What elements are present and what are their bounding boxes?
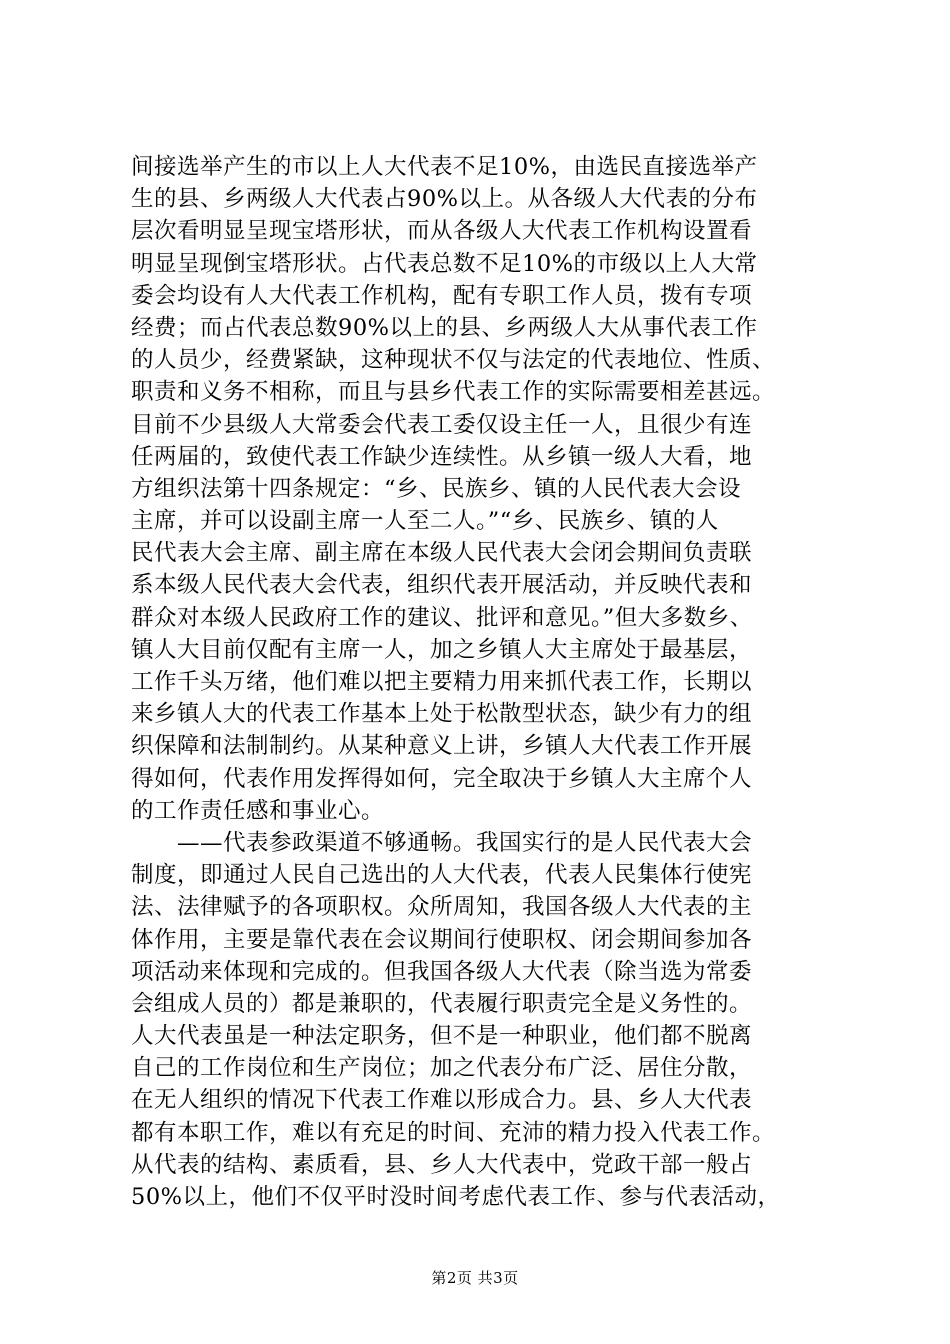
- text-line: 得如何，代表作用发挥得如何，完全取决于乡镇人大主席个人: [131, 765, 753, 792]
- body-text: [131, 151, 821, 1213]
- text-line: 系本级人民代表大会代表，组织代表开展活动，并反映代表和: [131, 572, 753, 599]
- text-line: 从代表的结构、素质看，县、乡人大代表中，党政干部一般占: [131, 1151, 753, 1178]
- text-line: 职责和义务不相称，而且与县乡代表工作的实际需要相差甚远。: [131, 379, 776, 406]
- text-line: 经费；而占代表总数90%以上的县、乡两级人大从事代表工作: [131, 314, 758, 341]
- text-line: 委会均设有人大代表工作机构，配有专职工作人员，拨有专项: [131, 282, 753, 309]
- text-line: 间接选举产生的市以上人大代表不足10%，由选民直接选举产: [131, 154, 758, 180]
- text-line: 体作用，主要是靠代表在会议期间行使职权、闭会期间参加各: [131, 926, 753, 953]
- text-line: 法、法律赋予的各项职权。众所周知，我国各级人大代表的主: [131, 894, 753, 921]
- text-line: 群众对本级人民政府工作的建议、批评和意见。”但大多数乡、: [131, 604, 753, 631]
- text-line: 来乡镇人大的代表工作基本上处于松散型状态，缺少有力的组: [131, 701, 753, 728]
- text-line: 项活动来体现和完成的。但我国各级人大代表（除当选为常委: [131, 958, 753, 985]
- text-line: 在无人组织的情况下代表工作难以形成合力。县、乡人大代表: [131, 1087, 753, 1114]
- text-line: 人大代表虽是一种法定职务，但不是一种职业，他们都不脱离: [131, 1023, 753, 1050]
- text-line: 50%以上，他们不仅平时没时间考虑代表工作、参与代表活动，: [131, 1184, 781, 1210]
- text-line: 的人员少，经费紧缺，这种现状不仅与法定的代表地位、性质、: [131, 347, 776, 374]
- text-line: 的工作责任感和事业心。: [131, 797, 385, 824]
- text-line: 方组织法第十四条规定：“乡、民族乡、镇的人民代表大会设: [131, 475, 742, 502]
- text-line: 生的县、乡两级人大代表占90%以上。从各级人大代表的分布: [131, 186, 758, 213]
- text-line: 任两届的，致使代表工作缺少连续性。从乡镇一级人大看，地: [131, 443, 753, 470]
- text-line: 民代表大会主席、副主席在本级人民代表大会闭会期间负责联: [131, 540, 753, 567]
- text-line: ——代表参政渠道不够通畅。我国实行的是人民代表大会: [131, 829, 753, 856]
- text-line: 织保障和法制制约。从某种意义上讲，乡镇人大代表工作开展: [131, 733, 753, 760]
- text-line: 镇人大目前仅配有主席一人，加之乡镇人大主席处于最基层，: [131, 636, 753, 663]
- text-line: 目前不少县级人大常委会代表工委仅设主任一人，且很少有连: [131, 411, 753, 438]
- text-line: 自己的工作岗位和生产岗位；加之代表分布广泛、居住分散，: [131, 1055, 753, 1082]
- text-line: 明显呈现倒宝塔形状。占代表总数不足10%的市级以上人大常: [131, 250, 758, 277]
- text-line: 都有本职工作，难以有充足的时间、充沛的精力投入代表工作。: [131, 1119, 776, 1146]
- text-line: 层次看明显呈现宝塔形状，而从各级人大代表工作机构设置看: [131, 218, 753, 245]
- text-line: 主席，并可以设副主席一人至二人。”“乡、民族乡、镇的人: [131, 508, 719, 535]
- text-line: 制度，即通过人民自己选出的人大代表，代表人民集体行使宪: [131, 862, 753, 889]
- text-line: 会组成人员的）都是兼职的，代表履行职责完全是义务性的。: [131, 990, 753, 1017]
- page-footer: 第2页 共3页: [431, 1269, 519, 1287]
- text-line: 工作千头万绪，他们难以把主要精力用来抓代表工作，长期以: [131, 669, 753, 695]
